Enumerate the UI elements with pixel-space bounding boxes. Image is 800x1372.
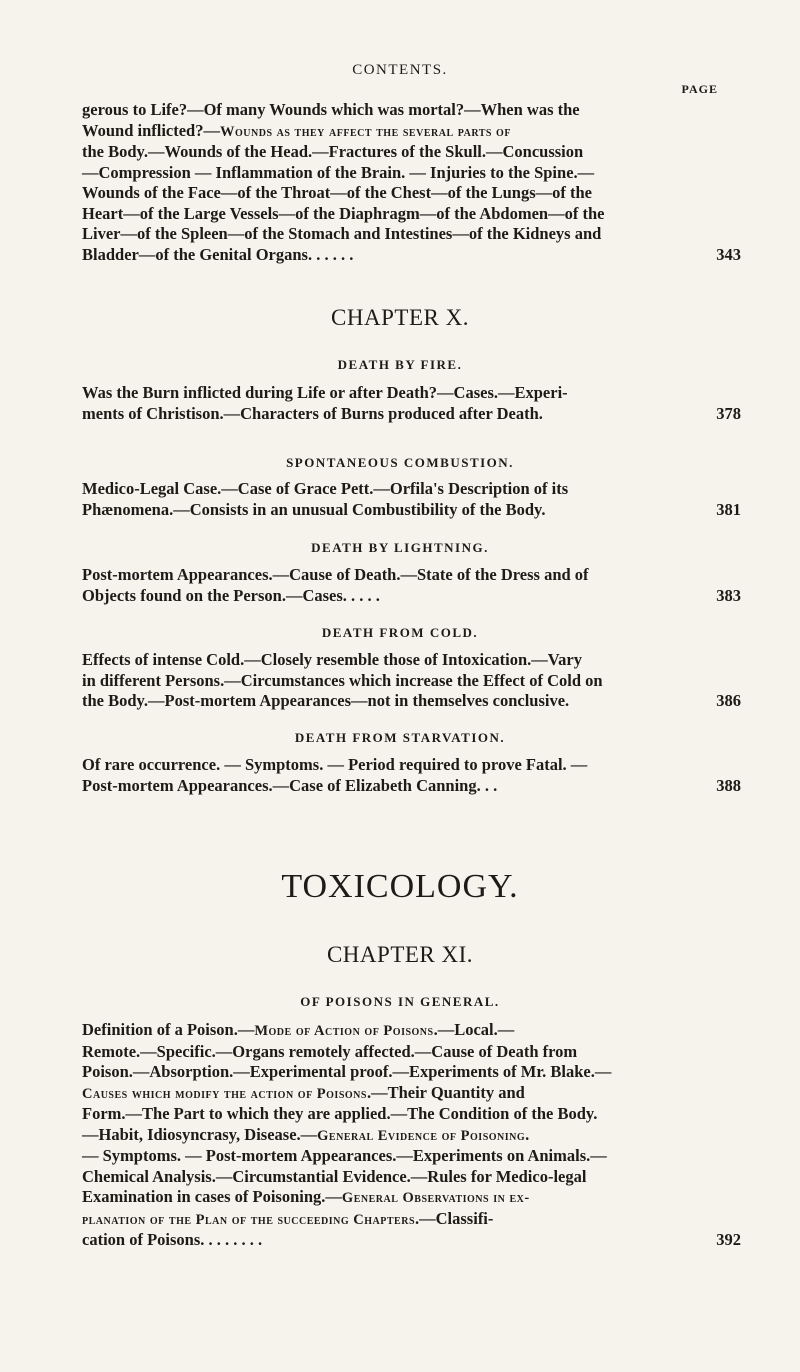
section-entry [82,479,741,520]
entry-line: —Compression — Inflammation of the Brain. — Injuries to the Spine.— [82,162,595,182]
entry-line: — Symptoms. — Post-mortem Appearances.—Experiments on Animals.— [82,1146,607,1165]
page-number: 343 [716,244,741,264]
entry-line: Effects of intense Cold.—Closely resemble those of Intoxication.—Vary [82,650,582,669]
entry-line: Medico-Legal Case.—Case of Grace Pett.—Orfila's Description of its [82,479,569,498]
section-heading: DEATH FROM STARVATION. [294,730,506,745]
section-heading: OF POISONS IN GENERAL. [300,994,500,1009]
section-entry [82,650,741,712]
running-head: CONTENTS. [352,62,448,78]
page-number: 381 [716,499,741,519]
section-entry [82,755,741,796]
entry-line: planation of the Plan of the succeeding Chapters.—Classifi- [82,1208,494,1228]
intro-entry [82,100,741,265]
page-column-label: PAGE [681,82,718,96]
page-number: 383 [716,585,741,605]
section-heading: DEATH BY LIGHTNING. [311,540,489,555]
smallcaps-text: Wounds as they affect the several parts of [220,123,511,140]
entry-line: Wounds of the Face—of the Throat—of the Chest—of the Lungs—of the [82,183,592,202]
entry-line: Wound inflicted?—Wounds as they affect the several parts of [82,120,511,140]
entry-last-line: cation of Poisons. . . . . . . . 392 [82,1230,741,1249]
entry-last-line: Objects found on the Person.—Cases. . . . . 383 [82,585,741,605]
entry-line: Post-mortem Appearances.—Cause of Death.—State of the Dress and of [82,565,589,584]
entry-line: Liver—of the Spleen—of the Stomach and Intestines—of the Kidneys and [82,224,602,243]
entry-last-line: Post-mortem Appearances.—Case of Elizabeth Canning. . . 388 [82,775,741,795]
section-entry [82,565,741,606]
chapter-x-title: CHAPTER X. [331,305,469,330]
entry-line: Of rare occurrence. — Symptoms. — Period required to prove Fatal. — [82,755,588,774]
section-heading: SPONTANEOUS COMBUSTION. [286,455,514,470]
entry-line: —Habit, Idiosyncrasy, Disease.—General Evidence of Poisoning. [82,1124,530,1144]
chapter-xi-entry [82,1020,741,1251]
entry-line: Was the Burn inflicted during Life or after Death?—Cases.—Experi- [82,383,568,402]
entry-last-line: Bladder—of the Genital Organs. . . . . . 343 [82,244,741,264]
entry-line: Definition of a Poison.—Mode of Action of Poisons.—Local.— [82,1020,515,1039]
page-number: 392 [716,1230,741,1249]
section-heading: DEATH BY FIRE. [337,357,463,372]
part-title: TOXICOLOGY. [281,868,519,905]
entry-last-line: Phænomena.—Consists in an unusual Combustibility of the Body. 381 [82,499,741,519]
entry-line: Heart—of the Large Vessels—of the Diaphragm—of the Abdomen—of the [82,203,605,223]
entry-last-line: the Body.—Post-mortem Appearances—not in themselves conclusive. 386 [82,691,741,710]
entry-line: in different Persons.—Circumstances which increase the Effect of Cold on [82,670,603,690]
entry-line: Chemical Analysis.—Circumstantial Evidence.—Rules for Medico-legal [82,1166,587,1186]
entry-line: Poison.—Absorption.—Experimental proof.—Experiments of Mr. Blake.— [82,1062,612,1081]
entry-line: Causes which modify the action of Poisons.—Their Quantity and [82,1082,525,1102]
entry-line: Form.—The Part to which they are applied.—The Condition of the Body. [82,1104,598,1123]
chapter-xi-title: CHAPTER XI. [326,942,474,967]
section-heading: DEATH FROM COLD. [321,625,479,640]
page-number: 378 [716,403,741,423]
entry-line: the Body.—Wounds of the Head.—Fractures of the Skull.—Concussion [82,142,584,161]
entry-line: gerous to Life?—Of many Wounds which was mortal?—When was the [82,100,580,119]
section-entry [82,383,741,424]
entry-line: Remote.—Specific.—Organs remotely affected.—Cause of Death from [82,1041,578,1061]
page-number: 386 [716,691,741,710]
entry-line: Examination in cases of Poisoning.—General Observations in ex- [82,1187,530,1206]
page-number: 388 [716,775,741,795]
entry-last-line: ments of Christison.—Characters of Burns produced after Death. 378 [82,403,741,423]
